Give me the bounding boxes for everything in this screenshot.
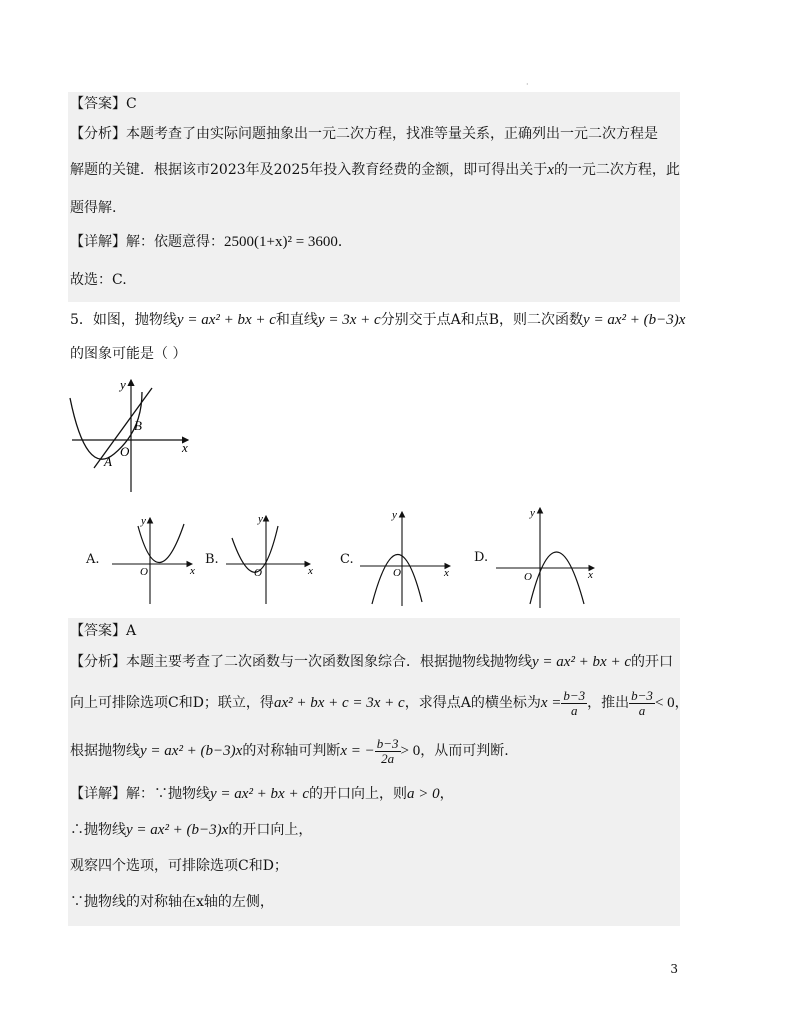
q5-analysis-line-1 [70, 652, 673, 672]
q5-detail-line-3: 观察四个选项，可排除选项C和D； [70, 858, 288, 874]
q5-stem-a: 5．如图，抛物线 [70, 312, 177, 328]
option-a-x: x [190, 565, 195, 577]
option-a-o: O [140, 566, 148, 578]
option-b-y: y [258, 513, 263, 525]
q5-frac-lhs: x = [540, 695, 562, 711]
q5-stem-c: 分别交于点A和点B，则二次函数 [380, 312, 584, 328]
q4-detail-line: 【详解】解：依题意得：2500(1+x)² = 3600． [70, 234, 352, 250]
decorative-dot: · [526, 80, 529, 89]
option-c-y: y [392, 509, 397, 521]
option-c-o: O [393, 567, 401, 579]
q5-analysis-line-2 [70, 686, 689, 720]
option-d-label: D. [474, 550, 489, 565]
q5-analysis-2d: ， [674, 695, 689, 711]
q5-eq-joint: ax² + bx + c = 3x + c [273, 695, 405, 711]
option-b-label: B. [205, 552, 219, 567]
main-point-a-label: A [104, 454, 112, 469]
option-c-x: x [444, 567, 449, 579]
option-a-y: y [141, 515, 146, 527]
q4-analysis-line-3: 题得解. [70, 200, 117, 216]
q5-frac-2: $\frac{b-3}{a}$ [631, 687, 653, 718]
q5-detail-eq-quad: y = ax² + (b−3)x [126, 822, 229, 838]
q5-stem-b: 和直线 [275, 312, 318, 328]
q5-eq-line: y = 3x + c [317, 312, 381, 328]
q5-analysis-3b: 的对称轴可判断 [242, 743, 341, 759]
q5-detail-line-2 [70, 820, 312, 840]
option-d-o: O [524, 571, 532, 583]
q5-frac-1: $\frac{b-3}{a}$ [563, 687, 586, 718]
q5-analysis-3c: ，从而可判断. [420, 743, 509, 759]
option-a-label: A. [86, 552, 100, 567]
option-b-x: x [308, 565, 313, 577]
option-d-x: x [588, 569, 593, 581]
q4-detail-prefix: 【详解】解：依题意得： [70, 234, 224, 250]
q5-detail-1c: a > 0 [407, 786, 440, 802]
q5-eq-quadratic: y = ax² + (b−3)x [583, 312, 686, 328]
q5-analysis-2a: 向上可排除选项C和D；联立，得 [70, 695, 274, 711]
option-b-graph [224, 512, 316, 604]
option-d-y: y [530, 507, 535, 519]
q5-stem-line-1 [70, 310, 685, 330]
q5-analysis-line-3 [70, 734, 509, 768]
q4-analysis-2b: 的一元二次方程，此 [553, 162, 680, 178]
q4-equation: 2500(1+x)² = 3600 [224, 234, 338, 250]
q5-answer: 【答案】A [70, 623, 137, 639]
option-b-o: O [254, 567, 262, 579]
q4-analysis-2a: 解题的关键．根据该市2023年及2025年投入教育经费的金额，即可得出关于 [70, 162, 548, 178]
q5-analysis-2b: ，求得点A的横坐标为 [404, 695, 541, 711]
q5-eq-parabola: y = ax² + bx + c [176, 312, 276, 328]
q5-detail-eq: y = ax² + bx + c [210, 786, 309, 802]
q5-detail-2a: ∴抛物线 [70, 822, 126, 838]
q5-detail-2b: 的开口向上， [228, 822, 313, 838]
q5-analysis-2c: ，推出 [587, 695, 630, 711]
q5-stem-line-2: 的图象可能是（ ） [70, 346, 187, 362]
main-x-label: x [182, 440, 188, 455]
page-number: 3 [670, 962, 678, 976]
q5-analysis-1a: 【分析】本题主要考查了二次函数与一次函数图象综合．根据抛物线抛物线 [70, 654, 532, 670]
q5-analysis-eq-quad: y = ax² + (b−3)x [140, 743, 243, 759]
main-point-b-label: B [134, 418, 142, 433]
q5-detail-line-1 [70, 784, 454, 804]
q5-main-figure [64, 372, 200, 498]
option-a-graph [110, 512, 202, 604]
q4-conclusion: 故选：C. [70, 272, 127, 288]
q5-detail-1b: 的开口向上，则 [309, 786, 407, 802]
q4-answer: 【答案】C [70, 96, 137, 112]
main-y-label: y [120, 377, 126, 392]
q5-frac2-ineq: > 0 [400, 743, 421, 759]
q4-analysis-line-1: 【分析】本题考查了由实际问题抽象出一元二次方程，找准等量关系，正确列出一元二次方程是 [70, 126, 658, 142]
q5-detail-1d: ， [439, 786, 454, 802]
main-origin-label: O [120, 444, 130, 459]
q5-analysis-3a: 根据抛物线 [70, 743, 140, 759]
q5-frac-ineq: < 0 [654, 695, 675, 711]
option-d-graph [494, 504, 600, 610]
q5-analysis-eq: y = ax² + bx + c [532, 654, 631, 670]
q4-analysis-line-2: 解题的关键．根据该市2023年及2025年投入教育经费的金额，即可得出关于x的一元二次方程，此 [70, 162, 680, 178]
q5-frac-3: $\frac{b-3}{2a}$ [376, 735, 399, 766]
q5-analysis-1b: 的开口 [631, 654, 673, 670]
q5-detail-1a: 【详解】解：∵抛物线 [70, 786, 210, 802]
option-c-graph [356, 506, 456, 606]
option-c-label: C. [340, 552, 354, 567]
q5-detail-line-4: ∵抛物线的对称轴在x轴的左侧， [70, 894, 274, 910]
q5-frac2-lhs: x = − [340, 743, 375, 759]
